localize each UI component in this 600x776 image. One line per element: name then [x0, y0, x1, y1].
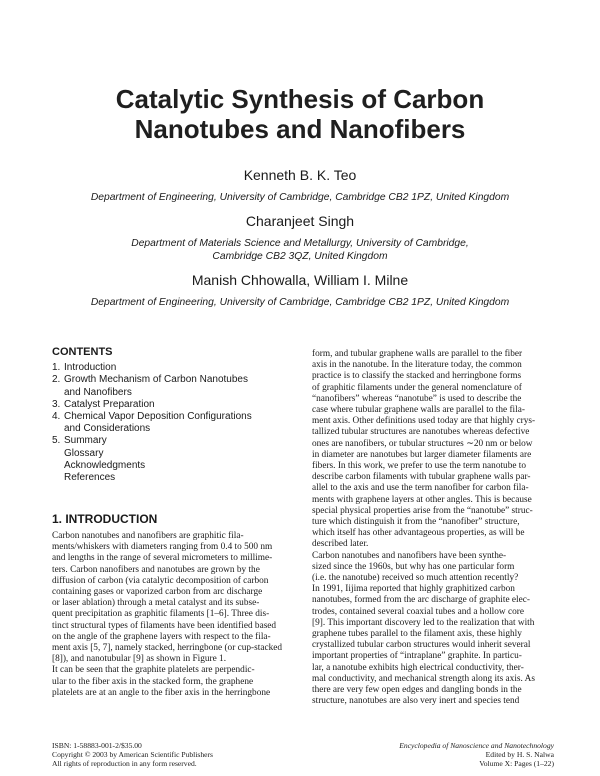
- toc-label: Summary: [64, 435, 107, 447]
- paper-title: [40, 84, 560, 144]
- text-line: “nanofibers” whereas “nanotube” is used to describe the: [312, 393, 522, 404]
- text-line: nanotubes, formed from the arc discharge of graphite elec-: [312, 595, 530, 606]
- toc-label: Growth Mechanism of Carbon Nanotubes: [64, 374, 248, 386]
- text-line: of graphitic filaments under the general nomenclature of: [312, 382, 522, 393]
- text-line: described later.: [312, 539, 369, 550]
- toc-number: 2.: [52, 374, 61, 386]
- toc-item-references[interactable]: References: [64, 472, 116, 484]
- text-line: trodes, contained several coaxial tubes and a hollow core: [312, 606, 524, 617]
- text-line: It can be seen that the graphite platelets are perpendic-: [52, 665, 255, 676]
- text-line: ular to the fiber axis in the stacked form, the graphene: [52, 676, 254, 687]
- text-line: tallized tubular structures are nanotubes whereas defective: [312, 427, 530, 438]
- text-line: containing gases or vaporized carbon from arc discharge: [52, 587, 263, 598]
- table-of-contents: [52, 346, 302, 484]
- affiliation-line: Department of Engineering, University of Cambridge, Cambridge CB2 1PZ, United Kingdom: [90, 297, 510, 308]
- toc-item-acknowledgments[interactable]: Acknowledgments: [64, 459, 146, 471]
- text-line: lar, a nanotube exhibits high electrical conductivity, ther-: [312, 662, 524, 673]
- text-line: special physical properties arise from the “nanotube” struc-: [312, 505, 533, 516]
- toc-label-continued[interactable]: and Considerations: [64, 423, 151, 435]
- text-line: ters. Carbon nanofibers and nanotubes are grown by the: [52, 564, 260, 575]
- right-column-text: [312, 349, 554, 708]
- title-line-2: Nanotubes and Nanofibers: [134, 114, 466, 144]
- text-line: there are very few open edges and dangling bonds in the: [312, 685, 522, 696]
- text-line: which itself has other advantageous properties, as will be: [312, 528, 525, 539]
- toc-item-summary[interactable]: [52, 435, 302, 447]
- text-line: or laser ablation) through a metal catalyst and its subse-: [52, 598, 260, 609]
- text-line: ment axis. Other definitions used today are that highly crys-: [312, 416, 536, 427]
- section-heading-introduction: 1. INTRODUCTION: [52, 512, 158, 526]
- encyclopedia-title: Encyclopedia of Nanoscience and Nanotechnology: [399, 741, 554, 750]
- toc-item-introduction[interactable]: [52, 362, 302, 374]
- text-line: ments/whiskers with diameters ranging from 0.4 to 500 nm: [52, 542, 273, 553]
- text-line: quent precipitation as graphitic filaments [1–6]. Three dis-: [52, 609, 270, 620]
- text-line: crystallized tubular carbon structures would inherit several: [312, 640, 531, 651]
- text-line: and lengths in the range of several micrometers to millime-: [52, 553, 273, 564]
- toc-number: 4.: [52, 411, 61, 423]
- affiliation-line: Department of Engineering, University of Cambridge, Cambridge CB2 1PZ, United Kingdom: [90, 192, 510, 203]
- toc-item-growth-mechanism[interactable]: [52, 374, 302, 386]
- toc-item-catalyst-preparation[interactable]: [52, 399, 302, 411]
- toc-item-glossary[interactable]: Glossary: [64, 447, 104, 459]
- toc-label-continued[interactable]: and Nanofibers: [64, 386, 132, 398]
- author-affiliation-singh: [40, 237, 560, 263]
- isbn-text: ISBN: 1-58883-001-2/$35.00: [52, 741, 142, 750]
- text-line: Carbon nanotubes and nanofibers are graphitic fila-: [52, 531, 244, 541]
- footer-volume-info: [399, 741, 554, 769]
- title-line-1: Catalytic Synthesis of Carbon: [115, 84, 485, 114]
- text-line: structure, nanotubes are also very inert and species tend: [312, 696, 520, 707]
- text-line: ment axis [5, 7], namely stacked, herringbone (or cup-stacked: [52, 643, 283, 654]
- text-line: ones are nanofibers, or tubular structures ∼20 nm or below: [312, 438, 533, 449]
- text-line: describe carbon filaments with tubular graphene walls par-: [312, 472, 531, 483]
- left-column-text: [52, 531, 294, 699]
- toc-item-cvd-configurations[interactable]: [52, 411, 302, 423]
- affiliation-line: Cambridge CB2 3QZ, United Kingdom: [212, 251, 388, 262]
- author-affiliation-chhowalla-milne: [40, 296, 560, 309]
- text-line: Carbon nanotubes and nanofibers have been synthe-: [312, 550, 507, 561]
- text-line: important properties of “intraplane” graphite. In particu-: [312, 651, 522, 662]
- text-line: In 1991, Iijima reported that highly graphitized carbon: [312, 584, 515, 595]
- text-line: tinct structural types of filaments have been identified based: [52, 620, 277, 631]
- text-line: case where tubular graphene walls are parallel to the fila-: [312, 405, 525, 416]
- editor-text: Edited by H. S. Nalwa: [485, 750, 554, 760]
- toc-label: Introduction: [64, 362, 117, 374]
- text-line: ture which distinguish it from the “nanofiber” structure,: [312, 517, 520, 528]
- text-line: fibers. In this work, we prefer to use the term nanotube to: [312, 461, 527, 472]
- author-name-singh: Charanjeet Singh: [245, 213, 355, 229]
- text-line: sized since the 1960s, but why has one particular form: [312, 561, 515, 572]
- toc-number: 1.: [52, 362, 61, 374]
- text-line: [9]. This important discovery led to the realization that with: [312, 617, 535, 628]
- toc-number: 3.: [52, 398, 61, 410]
- text-line: allel to the axis and use the term nanofiber for carbon fila-: [312, 483, 529, 494]
- author-name-teo: Kenneth B. K. Teo: [243, 167, 357, 183]
- author-affiliation-teo: [40, 191, 560, 204]
- rights-text: All rights of reproduction in any form reserved.: [52, 759, 197, 769]
- toc-label: Chemical Vapor Deposition Configurations: [64, 411, 252, 423]
- text-line: on the angle of the graphene layers with respect to the fila-: [52, 631, 271, 642]
- contents-heading: CONTENTS: [52, 346, 113, 358]
- text-line: (i.e. the nanotube) received so much attention recently?: [312, 573, 519, 584]
- copyright-text: Copyright © 2003 by American Scientific Publishers: [52, 750, 213, 760]
- text-line: platelets are at an angle to the fiber axis in the herringbone: [52, 687, 271, 698]
- text-line: practice is to classify the stacked and herringbone forms: [312, 371, 522, 382]
- toc-label: Catalyst Preparation: [64, 398, 155, 410]
- toc-number: 5.: [52, 435, 61, 447]
- author-name-chhowalla-milne: Manish Chhowalla, William I. Milne: [191, 272, 409, 288]
- text-line: mal conductivity, and mechanical strength along its axis. As: [312, 673, 535, 684]
- text-line: axis in the nanotube. In the literature today, the common: [312, 360, 522, 371]
- text-line: in diameter are nanotubes but larger diameter filaments are: [312, 449, 532, 460]
- text-line: form, and tubular graphene walls are parallel to the fiber: [312, 349, 523, 359]
- text-line: graphene tubes parallel to the filament axis, these highly: [312, 629, 522, 640]
- footer-publication-info: [52, 741, 213, 769]
- text-line: [8]), and nanotubular [9] as shown in Figure 1.: [52, 654, 227, 665]
- text-line: diffusion of carbon (via catalytic decomposition of carbon: [52, 575, 269, 586]
- volume-pages-text: Volume X: Pages (1–22): [479, 759, 554, 769]
- affiliation-line: Department of Materials Science and Metallurgy, University of Cambridge,: [131, 238, 469, 249]
- text-line: ments with graphene layers at other angles. This is because: [312, 494, 532, 505]
